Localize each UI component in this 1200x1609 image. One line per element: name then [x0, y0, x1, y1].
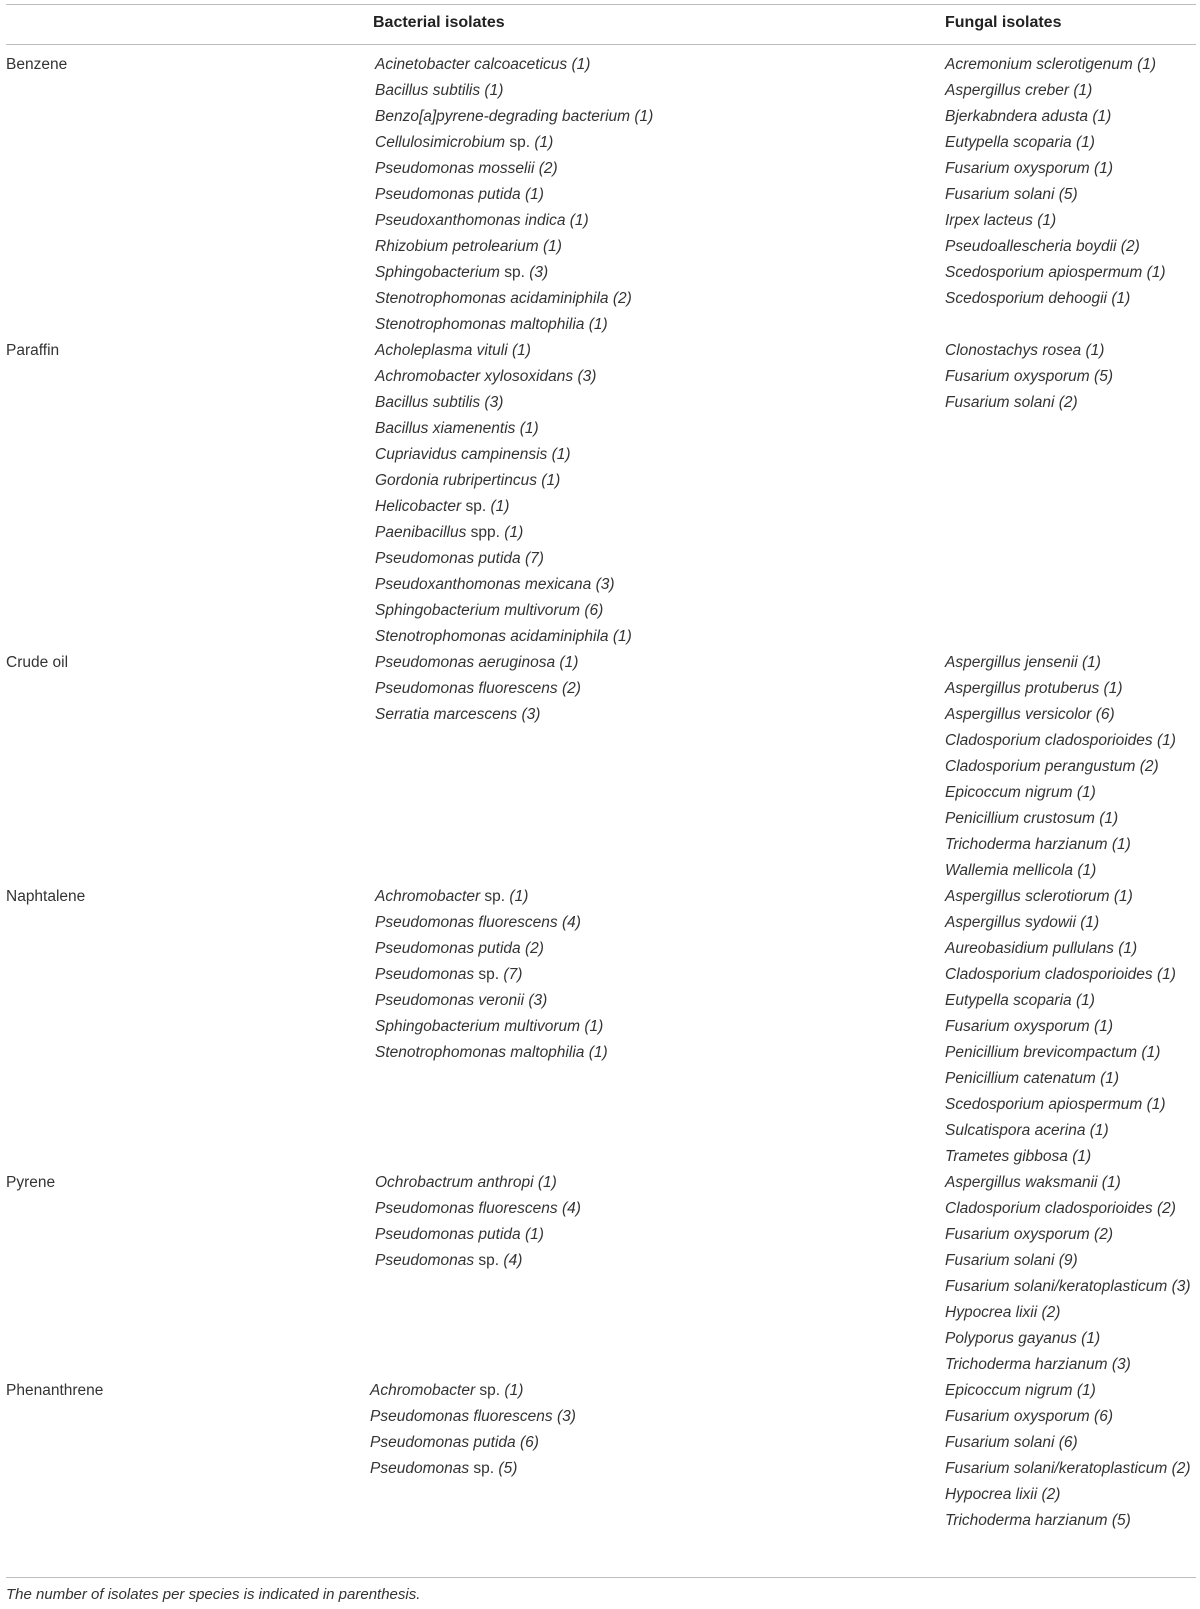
isolate-count: (2)	[1139, 758, 1159, 775]
fungal-isolate	[945, 650, 1101, 676]
species-name: Sphingobacterium multivorum	[375, 602, 581, 619]
fungal-isolate	[945, 130, 1095, 156]
species-name: Aureobasidium pullulans	[945, 940, 1114, 957]
isolate-count: (1)	[484, 82, 504, 99]
species-name: Cladosporium cladosporioides	[945, 732, 1153, 749]
isolate-count: (4)	[503, 1252, 523, 1269]
fungal-isolate	[945, 754, 1159, 780]
isolate-count: (1)	[1103, 680, 1123, 697]
species-name: Aspergillus sydowii	[945, 914, 1076, 931]
bacterial-isolate	[375, 1222, 544, 1248]
header-fungal: Fungal isolates	[945, 14, 1062, 31]
isolate-count: (7)	[503, 966, 523, 983]
bacterial-isolate	[370, 1430, 539, 1456]
isolate-count: (1)	[1080, 914, 1100, 931]
fungal-isolate	[945, 780, 1096, 806]
table-top-rule	[6, 4, 1196, 5]
isolate-count: (2)	[538, 160, 558, 177]
isolate-count: (1)	[1075, 992, 1095, 1009]
isolate-count: (5)	[1111, 1512, 1131, 1529]
row-category: Pyrene	[6, 1174, 56, 1191]
isolate-count: (2)	[524, 940, 544, 957]
species-name: Bacillus subtilis	[375, 82, 481, 99]
bacterial-isolate	[370, 1456, 517, 1482]
species-name: Irpex lacteus	[945, 212, 1033, 229]
bacterial-isolate	[375, 1248, 522, 1274]
species-name: Trichoderma harzianum	[945, 836, 1108, 853]
isolate-count: (1)	[634, 108, 654, 125]
fungal-isolate	[945, 1378, 1096, 1404]
isolate-count: (1)	[1076, 1382, 1096, 1399]
fungal-isolate	[945, 1404, 1113, 1430]
species-name: Fusarium oxysporum	[945, 368, 1090, 385]
fungal-isolate	[945, 338, 1104, 364]
fungal-isolate	[945, 1352, 1131, 1378]
isolate-count: (1)	[1092, 108, 1112, 125]
species-name: Scedosporium apiospermum	[945, 1096, 1143, 1113]
fungal-isolate	[945, 182, 1078, 208]
isolate-count: (6)	[584, 602, 604, 619]
header-bacterial: Bacterial isolates	[373, 14, 505, 31]
isolate-count: (1)	[1101, 1174, 1121, 1191]
species-name: Pseudomonas fluorescens	[375, 680, 558, 697]
species-name: Acremonium sclerotigenum	[945, 56, 1133, 73]
species-name: Fusarium solani/keratoplasticum	[945, 1278, 1168, 1295]
fungal-isolate	[945, 78, 1092, 104]
isolate-count: (1)	[1137, 56, 1157, 73]
row-category: Naphtalene	[6, 888, 86, 905]
isolate-count: (1)	[537, 1174, 557, 1191]
species-name: Cladosporium cladosporioides	[945, 966, 1153, 983]
fungal-isolate	[945, 1482, 1060, 1508]
isolate-count: (2)	[612, 290, 632, 307]
isolate-count: (1)	[1111, 836, 1131, 853]
species-name: Achromobacter	[375, 888, 481, 905]
species-suffix: sp.	[484, 888, 506, 905]
fungal-isolate	[945, 156, 1113, 182]
fungal-isolate	[945, 1456, 1191, 1482]
isolate-count: (1)	[1146, 264, 1166, 281]
species-suffix: sp.	[478, 1252, 500, 1269]
isolate-count: (1)	[504, 1382, 524, 1399]
species-name: Penicillium catenatum	[945, 1070, 1096, 1087]
bacterial-isolate	[375, 546, 544, 572]
isolate-count: (1)	[588, 1044, 608, 1061]
species-name: Achromobacter	[370, 1382, 476, 1399]
isolate-count: (1)	[551, 446, 571, 463]
bacterial-isolate	[375, 208, 589, 234]
fungal-isolate	[945, 234, 1140, 260]
bacterial-isolate	[375, 962, 522, 988]
species-name: Aspergillus jensenii	[945, 654, 1078, 671]
species-suffix: sp.	[479, 1382, 501, 1399]
isolate-count: (1)	[569, 212, 589, 229]
species-name: Pseudomonas fluorescens	[375, 914, 558, 931]
fungal-isolate	[945, 1508, 1131, 1534]
species-name: Epicoccum nigrum	[945, 784, 1073, 801]
bacterial-isolate	[375, 910, 581, 936]
species-name: Epicoccum nigrum	[945, 1382, 1073, 1399]
row-category: Benzene	[6, 56, 68, 73]
fungal-isolate	[945, 52, 1156, 78]
fungal-isolate	[945, 1040, 1160, 1066]
fungal-isolate	[945, 910, 1099, 936]
fungal-isolate	[945, 1196, 1176, 1222]
fungal-isolate	[945, 728, 1176, 754]
isolate-count: (1)	[1111, 290, 1131, 307]
species-name: Stenotrophomonas maltophilia	[375, 316, 585, 333]
bacterial-isolate	[375, 78, 503, 104]
isolate-count: (1)	[1075, 134, 1095, 151]
species-name: Pseudoxanthomonas mexicana	[375, 576, 592, 593]
species-name: Trichoderma harzianum	[945, 1512, 1108, 1529]
bacterial-isolate	[375, 390, 503, 416]
bacterial-isolate	[375, 1196, 581, 1222]
fungal-isolate	[945, 1300, 1060, 1326]
species-suffix: spp.	[470, 524, 500, 541]
fungal-isolate	[945, 936, 1137, 962]
isolate-count: (1)	[584, 1018, 604, 1035]
species-name: Penicillium brevicompactum	[945, 1044, 1138, 1061]
species-name: Pseudomonas	[375, 1252, 475, 1269]
isolate-count: (2)	[1156, 1200, 1176, 1217]
species-name: Fusarium solani/keratoplasticum	[945, 1460, 1168, 1477]
fungal-isolate	[945, 1144, 1091, 1170]
bacterial-isolate	[375, 650, 578, 676]
isolate-count: (7)	[524, 550, 544, 567]
species-name: Pseudomonas putida	[375, 1226, 521, 1243]
table-bottom-rule	[6, 1577, 1196, 1578]
species-name: Cupriavidus campinensis	[375, 446, 548, 463]
species-name: Cladosporium perangustum	[945, 758, 1136, 775]
species-name: Fusarium solani	[945, 186, 1055, 203]
species-suffix: sp.	[478, 966, 500, 983]
species-name: Achromobacter xylosoxidans	[375, 368, 574, 385]
fungal-isolate	[945, 1092, 1166, 1118]
isolate-count: (1)	[1146, 1096, 1166, 1113]
bacterial-isolate	[375, 468, 560, 494]
fungal-isolate	[945, 1326, 1100, 1352]
isolate-count: (1)	[1099, 810, 1119, 827]
bacterial-isolate	[375, 1014, 603, 1040]
species-name: Pseudomonas mosselii	[375, 160, 535, 177]
isolate-count: (1)	[1118, 940, 1138, 957]
species-name: Bjerkabndera adusta	[945, 108, 1089, 125]
isolate-count: (2)	[561, 680, 581, 697]
bacterial-isolate	[375, 624, 632, 650]
fungal-isolate	[945, 806, 1118, 832]
species-name: Trichoderma harzianum	[945, 1356, 1108, 1373]
bacterial-isolate	[375, 338, 531, 364]
species-name: Fusarium oxysporum	[945, 1226, 1090, 1243]
bacterial-isolate	[375, 598, 603, 624]
fungal-isolate	[945, 832, 1131, 858]
isolate-count: (5)	[1058, 186, 1078, 203]
species-name: Fusarium solani	[945, 394, 1055, 411]
isolate-count: (1)	[519, 420, 539, 437]
isolate-count: (1)	[1094, 160, 1113, 177]
isolate-count: (1)	[1113, 888, 1133, 905]
isolate-count: (3)	[556, 1408, 576, 1425]
species-name: Fusarium oxysporum	[945, 160, 1090, 177]
isolate-count: (3)	[1111, 1356, 1131, 1373]
bacterial-isolate	[370, 1404, 576, 1430]
isolate-count: (2)	[1041, 1304, 1061, 1321]
isolate-count: (1)	[559, 654, 579, 671]
isolate-count: (3)	[528, 992, 548, 1009]
isolate-count: (1)	[1077, 862, 1097, 879]
bacterial-isolate	[375, 520, 523, 546]
bacterial-isolate	[375, 364, 596, 390]
species-name: Ochrobactrum anthropi	[375, 1174, 534, 1191]
species-name: Cellulosimicrobium	[375, 134, 506, 151]
species-name: Pseudoxanthomonas indica	[375, 212, 566, 229]
isolate-count: (2)	[1171, 1460, 1191, 1477]
species-name: Fusarium oxysporum	[945, 1408, 1090, 1425]
species-name: Stenotrophomonas acidaminiphila	[375, 290, 609, 307]
bacterial-isolate	[375, 260, 548, 286]
bacterial-isolate	[375, 234, 562, 260]
bacterial-isolate	[375, 676, 581, 702]
species-name: Fusarium solani	[945, 1252, 1055, 1269]
species-name: Pseudomonas	[370, 1460, 470, 1477]
isolate-count: (1)	[1156, 732, 1176, 749]
species-name: Aspergillus sclerotiorum	[945, 888, 1110, 905]
isolate-count: (1)	[1073, 82, 1093, 99]
species-name: Pseudoallescheria boydii	[945, 238, 1117, 255]
species-name: Helicobacter	[375, 498, 462, 515]
bacterial-isolate	[375, 572, 615, 598]
fungal-isolate	[945, 390, 1078, 416]
isolate-count: (1)	[490, 498, 510, 515]
bacterial-isolate	[375, 416, 539, 442]
species-name: Wallemia mellicola	[945, 862, 1074, 879]
species-suffix: sp.	[509, 134, 531, 151]
isolate-count: (1)	[1100, 1070, 1120, 1087]
species-name: Pseudomonas aeruginosa	[375, 654, 556, 671]
isolate-count: (6)	[1058, 1434, 1078, 1451]
species-name: Trametes gibbosa	[945, 1148, 1068, 1165]
fungal-isolate	[945, 1170, 1121, 1196]
isolate-count: (3)	[1171, 1278, 1191, 1295]
fungal-isolate	[945, 988, 1095, 1014]
species-name: Hypocrea lixii	[945, 1304, 1038, 1321]
isolate-count: (1)	[1081, 1330, 1101, 1347]
species-name: Aspergillus protuberus	[945, 680, 1100, 697]
isolate-count: (1)	[524, 186, 544, 203]
species-name: Aspergillus creber	[945, 82, 1070, 99]
isolate-count: (1)	[512, 342, 531, 359]
bacterial-isolate	[375, 312, 608, 338]
isolate-count: (1)	[1141, 1044, 1161, 1061]
species-name: Sphingobacterium multivorum	[375, 1018, 581, 1035]
row-category: Phenanthrene	[6, 1382, 104, 1399]
fungal-isolate	[945, 962, 1176, 988]
isolate-count: (1)	[1076, 784, 1096, 801]
fungal-isolate	[945, 1274, 1191, 1300]
bacterial-isolate	[375, 884, 528, 910]
fungal-isolate	[945, 858, 1096, 884]
fungal-isolate	[945, 884, 1133, 910]
species-name: Rhizobium petrolearium	[375, 238, 539, 255]
isolate-count: (1)	[1082, 654, 1101, 671]
table-footnote: The number of isolates per species is indicated in parenthesis.	[6, 1586, 421, 1603]
bacterial-isolate	[375, 286, 632, 312]
species-name: Clonostachys rosea	[945, 342, 1082, 359]
fungal-isolate	[945, 1248, 1078, 1274]
species-name: Penicillium crustosum	[945, 810, 1095, 827]
bacterial-isolate	[375, 936, 544, 962]
species-name: Sulcatispora acerina	[945, 1122, 1086, 1139]
isolate-count: (1)	[1156, 966, 1176, 983]
isolate-count: (3)	[577, 368, 597, 385]
bacterial-isolate	[375, 130, 553, 156]
species-name: Pseudomonas putida	[375, 550, 521, 567]
bacterial-isolate	[375, 52, 590, 78]
species-name: Pseudomonas	[375, 966, 475, 983]
species-name: Paenibacillus	[375, 524, 467, 541]
fungal-isolate	[945, 1014, 1113, 1040]
row-category: Paraffin	[6, 342, 60, 359]
bacterial-isolate	[375, 156, 558, 182]
isolate-count: (1)	[543, 238, 562, 255]
fungal-isolate	[945, 208, 1056, 234]
isolate-count: (1)	[1094, 1018, 1113, 1035]
species-name: Eutypella scoparia	[945, 134, 1072, 151]
species-name: Aspergillus waksmanii	[945, 1174, 1098, 1191]
isolate-count: (6)	[1095, 706, 1115, 723]
isolate-count: (3)	[595, 576, 615, 593]
isolate-count: (1)	[541, 472, 561, 489]
isolate-count: (5)	[1094, 368, 1113, 385]
species-suffix: sp.	[465, 498, 487, 515]
fungal-isolate	[945, 364, 1113, 390]
bacterial-isolate	[375, 1170, 557, 1196]
isolate-count: (1)	[1089, 1122, 1109, 1139]
species-name: Cladosporium cladosporioides	[945, 1200, 1153, 1217]
bacterial-isolate	[375, 182, 544, 208]
isolate-count: (2)	[1094, 1226, 1113, 1243]
species-name: Fusarium solani	[945, 1434, 1055, 1451]
isolate-count: (1)	[612, 628, 632, 645]
isolate-count: (1)	[588, 316, 608, 333]
species-suffix: sp.	[473, 1460, 495, 1477]
species-name: Eutypella scoparia	[945, 992, 1072, 1009]
header-rule	[6, 44, 1196, 45]
isolate-count: (6)	[519, 1434, 539, 1451]
species-name: Fusarium oxysporum	[945, 1018, 1090, 1035]
isolate-count: (6)	[1094, 1408, 1113, 1425]
fungal-isolate	[945, 260, 1166, 286]
isolate-count: (1)	[1085, 342, 1105, 359]
species-name: Stenotrophomonas maltophilia	[375, 1044, 585, 1061]
isolate-count: (3)	[529, 264, 549, 281]
bacterial-isolate	[375, 104, 653, 130]
fungal-isolate	[945, 1222, 1113, 1248]
fungal-isolate	[945, 286, 1130, 312]
species-name: Bacillus subtilis	[375, 394, 481, 411]
isolate-count: (1)	[504, 524, 524, 541]
isolate-count: (1)	[571, 56, 591, 73]
bacterial-isolate	[375, 702, 540, 728]
fungal-isolate	[945, 104, 1111, 130]
row-category: Crude oil	[6, 654, 69, 671]
species-name: Stenotrophomonas acidaminiphila	[375, 628, 609, 645]
isolate-count: (5)	[498, 1460, 518, 1477]
species-name: Pseudomonas putida	[375, 186, 521, 203]
bacterial-isolate	[375, 1040, 608, 1066]
fungal-isolate	[945, 1066, 1119, 1092]
species-name: Pseudomonas fluorescens	[370, 1408, 553, 1425]
species-name: Serratia marcescens	[375, 706, 518, 723]
species-name: Acinetobacter calcoaceticus	[375, 56, 568, 73]
species-name: Polyporus gayanus	[945, 1330, 1077, 1347]
fungal-isolate	[945, 1430, 1078, 1456]
isolate-count: (2)	[1041, 1486, 1061, 1503]
isolate-count: (1)	[509, 888, 529, 905]
isolate-count: (1)	[534, 134, 554, 151]
fungal-isolate	[945, 702, 1115, 728]
bacterial-isolate	[375, 442, 571, 468]
bacterial-isolate	[375, 494, 509, 520]
species-name: Benzo[a]pyrene-degrading bacterium	[375, 108, 631, 125]
isolate-count: (1)	[1037, 212, 1057, 229]
species-name: Gordonia rubripertincus	[375, 472, 537, 489]
fungal-isolate	[945, 1118, 1109, 1144]
species-name: Pseudomonas veronii	[375, 992, 525, 1009]
isolate-count: (1)	[1072, 1148, 1092, 1165]
bacterial-isolate	[370, 1378, 523, 1404]
isolate-count: (2)	[1058, 394, 1078, 411]
bacterial-isolate	[375, 988, 547, 1014]
species-name: Pseudomonas fluorescens	[375, 1200, 558, 1217]
isolate-count: (4)	[561, 1200, 581, 1217]
isolate-count: (2)	[1120, 238, 1140, 255]
species-name: Aspergillus versicolor	[945, 706, 1092, 723]
fungal-isolate	[945, 676, 1123, 702]
species-name: Pseudomonas putida	[370, 1434, 516, 1451]
species-name: Scedosporium apiospermum	[945, 264, 1143, 281]
species-suffix: sp.	[504, 264, 525, 281]
species-name: Sphingobacterium	[375, 264, 500, 281]
species-name: Pseudomonas putida	[375, 940, 521, 957]
species-name: Bacillus xiamenentis	[375, 420, 516, 437]
isolate-count: (4)	[561, 914, 581, 931]
isolate-count: (1)	[524, 1226, 544, 1243]
isolate-count: (3)	[484, 394, 504, 411]
isolate-count: (3)	[521, 706, 541, 723]
species-name: Scedosporium dehoogii	[945, 290, 1107, 307]
species-name: Hypocrea lixii	[945, 1486, 1038, 1503]
species-name: Acholeplasma vituli	[375, 342, 508, 359]
isolate-count: (9)	[1058, 1252, 1078, 1269]
